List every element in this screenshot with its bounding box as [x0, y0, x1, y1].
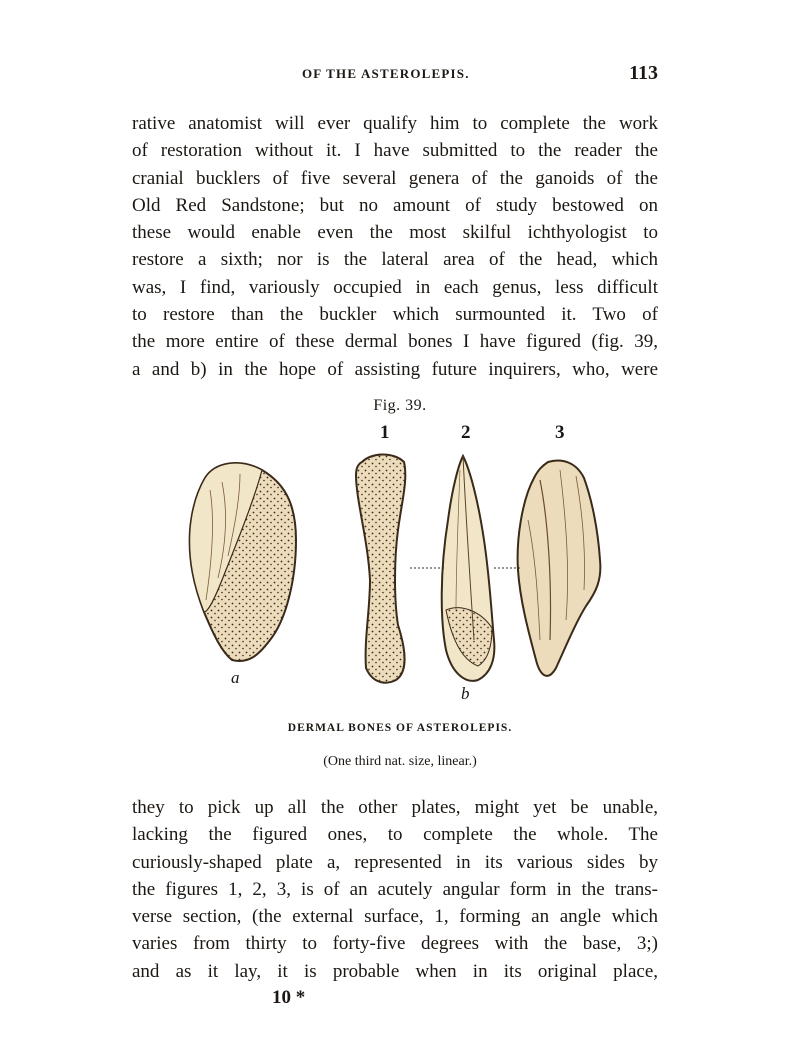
text-line: curiously-shaped plate a, represented in its various sides by [132, 851, 658, 873]
figure-letter-a: a [231, 668, 240, 687]
text-line: a and b) in the hope of assisting future inquirers, who, were [132, 358, 658, 380]
text-line: Old Red Sandstone; but no amount of study bestowed on [132, 194, 658, 216]
text-line: was, I find, variously occupied in each genus, less difficult [132, 276, 658, 298]
bone-view-2 [442, 456, 495, 681]
bone-view-1 [356, 455, 405, 683]
text-line: verse section, (the external surface, 1, forming an angle which [132, 906, 658, 928]
text-line: they to pick up all the other plates, might yet be unable, [132, 797, 658, 818]
bone-view-3 [518, 461, 601, 676]
text-line: the more entire of these dermal bones I have figured (fig. 39, [132, 331, 658, 353]
text-line: to restore than the buckler which surmounted it. Two of [132, 304, 658, 326]
text-line: these would enable even the most skilful ichthyologist to [132, 222, 658, 244]
text-line: of restoration without it. I have submitted to the reader the [132, 140, 658, 162]
text-line: lacking the figured ones, to complete the whole. The [132, 824, 658, 846]
figure-subcaption: (One third nat. size, linear.) [323, 754, 477, 769]
figure-caption: DERMAL BONES OF ASTEROLEPIS. [287, 722, 513, 734]
body-paragraph-bottom [132, 794, 658, 985]
bone-a [190, 463, 296, 661]
text-line: and as it lay, it is probable when in its original place, [132, 960, 658, 982]
page-number: 113 [629, 62, 658, 84]
figure-number-3: 3 [555, 422, 565, 443]
figure-number-2: 2 [461, 422, 471, 443]
text-line: cranial bucklers of five several genera of the ganoids of the [132, 167, 658, 189]
figure-number-1: 1 [380, 422, 390, 443]
figure-label: Fig. 39. [373, 397, 427, 414]
text-line: restore a sixth; nor is the lateral area of the head, which [132, 249, 658, 271]
signature-mark: 10 * [272, 987, 306, 1008]
running-title: OF THE ASTEROLEPIS. [302, 66, 470, 81]
text-line: varies from thirty to forty-five degrees with the base, 3;) [132, 933, 658, 955]
text-line: rative anatomist will ever qualify him to complete the work [132, 113, 658, 134]
figure-letter-b: b [461, 684, 470, 703]
text-line: the figures 1, 2, 3, is of an acutely angular form in the trans- [132, 878, 658, 900]
